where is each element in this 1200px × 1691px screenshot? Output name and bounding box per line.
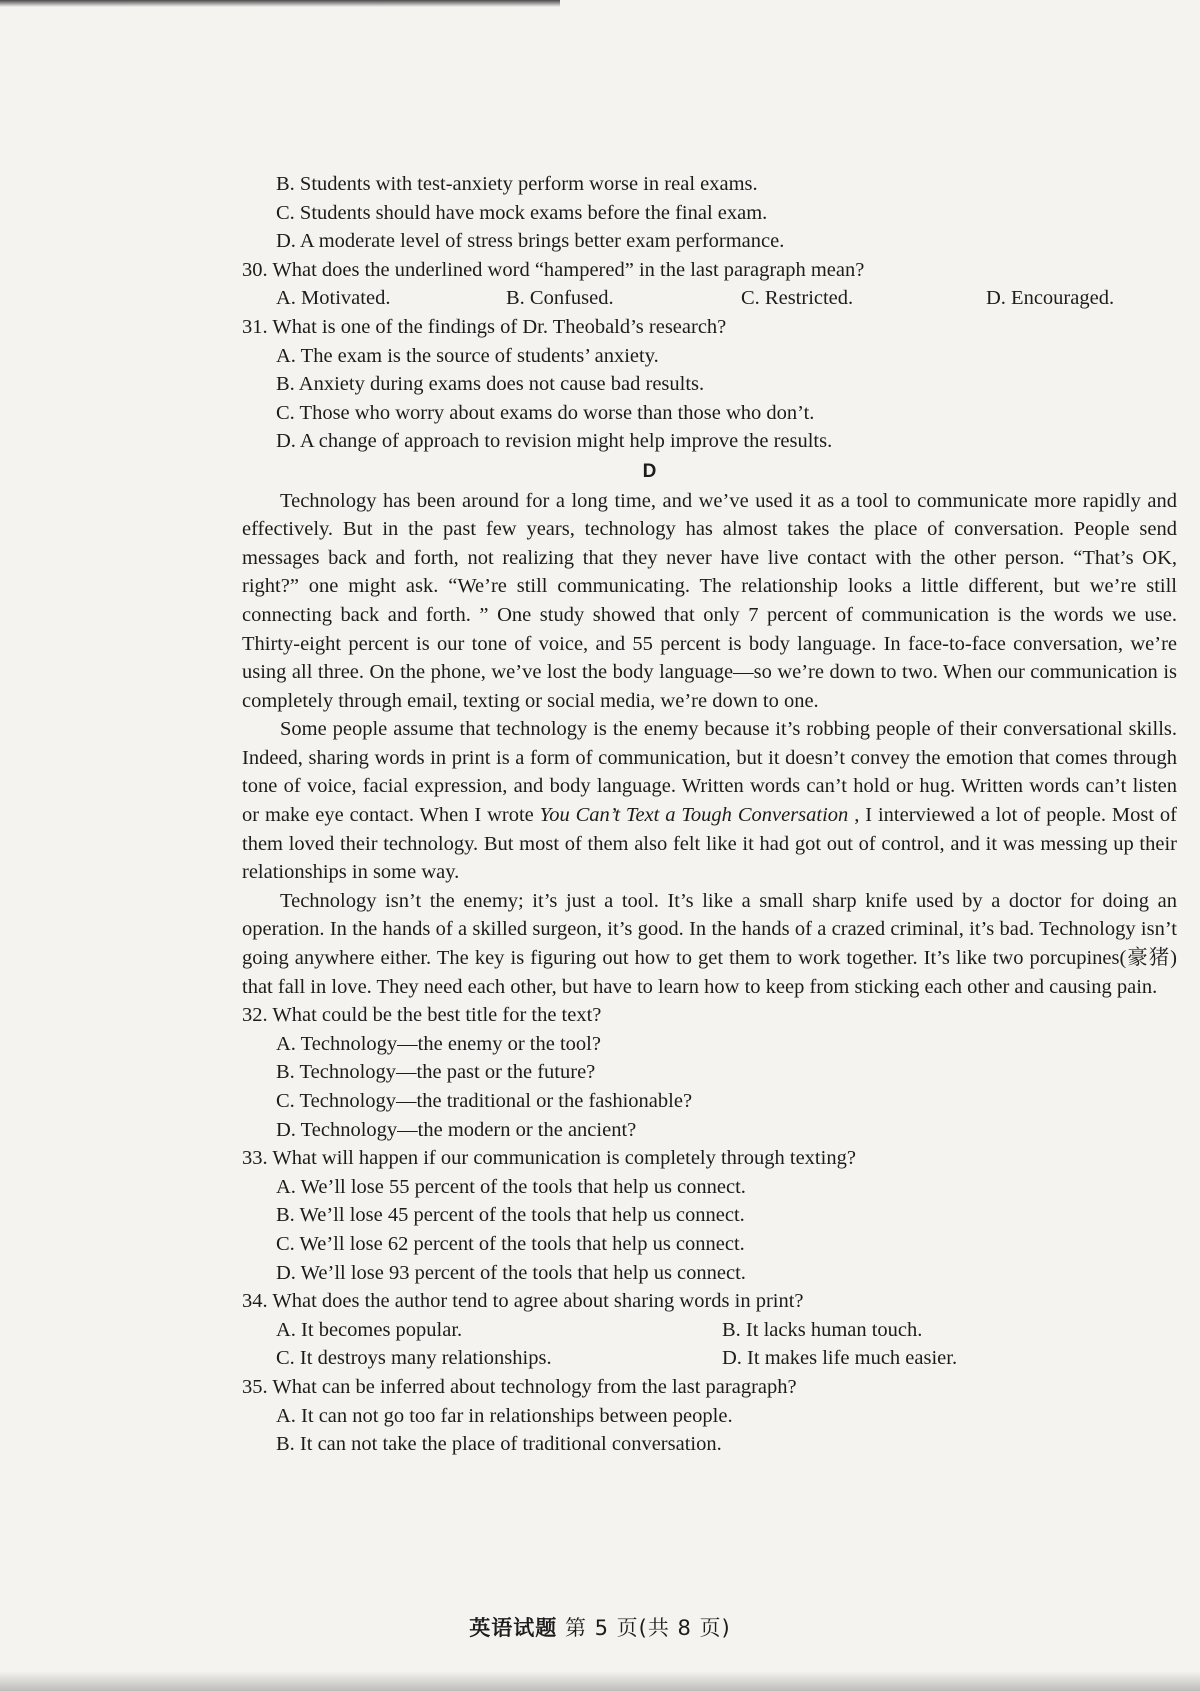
page-footer [0,1612,1200,1642]
q34-options-row-1 [242,1316,1177,1345]
q33-option-c: C. We’ll lose 62 percent of the tools that help us connect. [276,1232,745,1255]
q31-option-b: B. Anxiety during exams does not cause bad results. [276,373,705,396]
passage-paragraph-1: Technology has been around for a long time, and we’ve used it as a tool to communicate more rapidly and effectively. But in the past few years, technology has almost takes the place of conversation. People send messages back and forth, not realizing that they never have live contact with the other person. “That’s OK, right?” one might ask. “We’re still communicating. The relationship looks a little different, but we’re still connecting back and forth. ” One study showed that only 7 percent of communication is the words we use. Thirty-eight percent is our tone of voice, and 55 percent is body language. In face-to-face conversation, we’re using all three. On the phone, we’ve lost the body language—so we’re down to two. When our communication is completely through email, texting or social media, we’re down to one. [242,489,1177,712]
footer-page-number: 第 5 页(共 8 页) [564,1616,731,1640]
book-title: You Can’t Text a Tough Conversation [539,804,849,827]
q30-option-b: B. Confused. [506,287,614,310]
q30-options [242,284,1177,313]
section-heading: D [642,460,657,482]
q32-option-a: A. Technology—the enemy or the tool? [276,1032,601,1055]
passage-paragraph-3: Technology isn’t the enemy; it’s just a tool. It’s like a small sharp knife used by a doctor for doing an operation. In the hands of a skilled surgeon, it’s good. In the hands of a crazed criminal, it’s bad. Technology isn’t going anywhere either. The key is figuring out how to get them to work together. It’s like two porcupines(豪猪) that fall in love. They need each other, but have to learn how to keep from sticking each other and causing pain. [242,889,1177,998]
q34-options-row-2 [242,1344,1177,1373]
q32-question: 32. What could be the best title for the text? [242,1004,602,1027]
q34-option-a: A. It becomes popular. [276,1318,463,1341]
q34-option-d: D. It makes life much easier. [722,1347,958,1370]
q34-question: 34. What does the author tend to agree about sharing words in print? [242,1290,804,1313]
exam-page [242,170,1177,1459]
footer-subject: 英语试题 [469,1616,558,1640]
q31-option-c: C. Those who worry about exams do worse than those who don’t. [276,401,815,424]
q30-option-a: A. Motivated. [276,287,391,310]
paragraph-2-text-a: Some people assume that technology is the enemy because it’s robbing people of their conversational skills. Indeed, sharing words in print is a form of communication, but it doesn’t convey the emotion that comes through tone of voice, facial expression, and body language. Written words can’t hold or hug. Written words can’t listen or make eye contact. When I wrote [242,718,1177,827]
passage-paragraph-2 [242,715,1177,887]
q30-question: 30. What does the underlined word “hampered” in the last paragraph mean? [242,258,865,281]
q35-option-a: A. It can not go too far in relationships between people. [276,1404,733,1427]
q34-option-c: C. It destroys many relationships. [276,1347,552,1370]
paragraph-2-text-b: , I interviewed a lot of people. Most of them loved their technology. But most of them also felt like it had got out of control, and it was messing up their relationships in some way. [242,804,1178,884]
q33-option-a: A. We’ll lose 55 percent of the tools that help us connect. [276,1175,746,1198]
q30-option-d: D. Encouraged. [986,287,1115,310]
q29-option-d: D. A moderate level of stress brings better exam performance. [276,230,785,253]
q33-option-d: D. We’ll lose 93 percent of the tools that help us connect. [276,1261,746,1284]
q29-option-c: C. Students should have mock exams before the final exam. [276,201,768,224]
scan-bottom-shadow [0,1671,1200,1691]
q31-question: 31. What is one of the findings of Dr. Theobald’s research? [242,315,727,338]
q32-option-b: B. Technology—the past or the future? [276,1061,596,1084]
q31-option-a: A. The exam is the source of students’ anxiety. [276,344,659,367]
q35-question: 35. What can be inferred about technology from the last paragraph? [242,1375,797,1398]
q35-option-b: B. It can not take the place of traditional conversation. [276,1433,722,1456]
q32-option-d: D. Technology—the modern or the ancient? [276,1118,637,1141]
q34-option-b: B. It lacks human touch. [722,1318,923,1341]
q30-option-c: C. Restricted. [741,287,854,310]
q32-option-c: C. Technology—the traditional or the fashionable? [276,1090,693,1112]
q33-option-b: B. We’ll lose 45 percent of the tools that help us connect. [276,1204,745,1227]
scan-top-shadow [0,0,560,7]
q29-option-b: B. Students with test-anxiety perform worse in real exams. [276,173,758,195]
q31-option-d: D. A change of approach to revision might help improve the results. [276,430,833,453]
q33-question: 33. What will happen if our communication is completely through texting? [242,1147,856,1170]
